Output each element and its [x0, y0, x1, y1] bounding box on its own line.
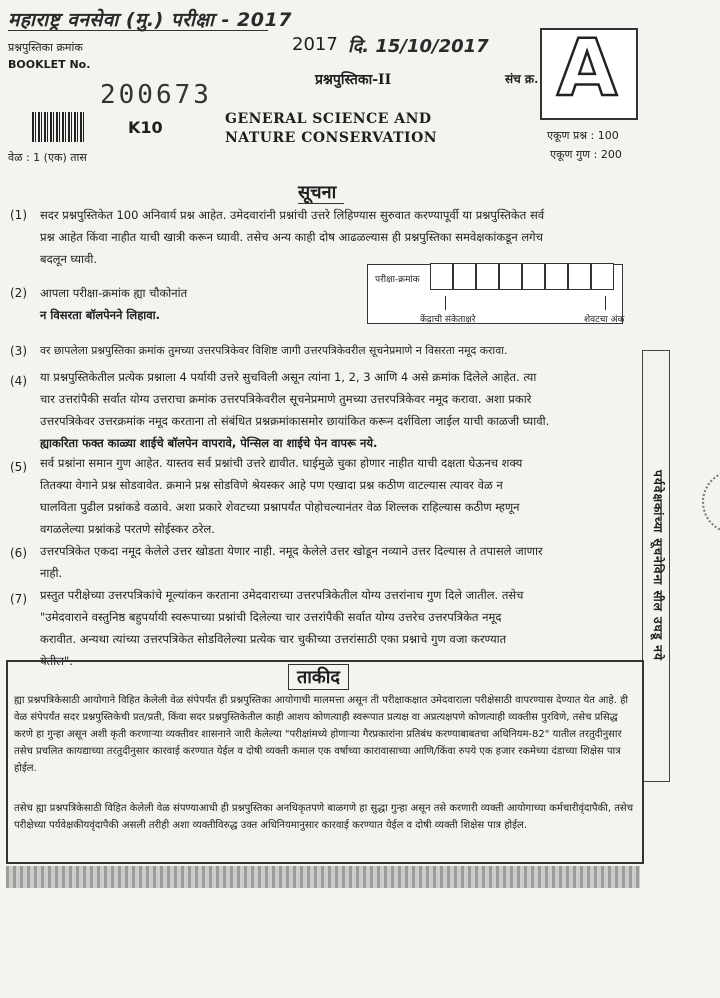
seat-number-cell[interactable]	[591, 263, 614, 290]
notice-item-number: (6)	[10, 546, 27, 560]
notice-line: नाही.	[40, 566, 63, 580]
notice-line: ह्याकरिता फक्त काळ्या शाईचे बॉलपेन वापरावे, पेन्सिल वा शाईचे पेन वापरू नये.	[40, 436, 378, 450]
seat-number-cell[interactable]	[545, 263, 568, 290]
exam-duration: वेळ : 1 (एक) तास	[8, 151, 87, 164]
perforation-strip	[6, 866, 640, 888]
warning-paragraph-2: तसेच ह्या प्रश्नपत्रिकेसाठी विहित केलेली वेळ संपण्याआधी ही प्रश्नपुस्तिका अनधिकृतपणे बाळगणे हा सुद्धा गुन्हा असून तसे करणारी व्यक्ती आयोगाच्या कर्मचारीवृंदापैकी, तसेच परीक्षेच्या पर्यवेक्षकीयवृंदापैकी असली तरीही अशा व्यक्तीविरुद्ध उक्त अधिनियमानुसार कारवाई करण्यात येईल व दोषी व्यक्ती शिक्षेस पात्र होईल.	[14, 803, 634, 831]
exam-year: 2017	[292, 34, 338, 55]
last-digit-pointer	[605, 296, 606, 310]
seat-number-cell[interactable]	[476, 263, 499, 290]
booklet-number: 200673	[100, 80, 212, 110]
notice-item-3	[40, 340, 636, 362]
seat-number-cell[interactable]	[568, 263, 591, 290]
notice-heading: सूचना	[298, 182, 337, 203]
notice-item-1	[40, 204, 636, 270]
subject-title-line-2: NATURE CONSERVATION	[225, 130, 438, 146]
notice-line: न विसरता बॉलपेनने लिहावा.	[40, 308, 161, 322]
center-code-label: केंद्राची संकेताक्षरे	[420, 315, 476, 325]
notice-line: सर्व प्रश्नांना समान गुण आहेत. यास्तव सर्व प्रश्नांची उत्तरे द्यावीत. घाईमुळे चुका होणार नाहीत याची दक्षता घेऊनच शक्य	[40, 456, 523, 470]
notice-line: सदर प्रश्नपुस्तिकेत 100 अनिवार्य प्रश्न आहेत. उमेदवारांनी प्रश्नांची उत्तरे लिहिण्यास सुरुवात करण्यापूर्वी या प्रश्नपुस्तिकेत सर्व	[40, 208, 545, 222]
notice-item-number: (5)	[10, 460, 27, 474]
notice-line: आपला परीक्षा-क्रमांक ह्या चौकोनांत	[40, 286, 188, 300]
booklet-number-label-english: BOOKLET No.	[8, 58, 91, 71]
notice-line: बदलून घ्यावी.	[40, 252, 98, 266]
header-underline	[8, 30, 268, 31]
notice-line: चार उत्तरांपैकी सर्वात योग्य उत्तराचा क्रमांक उत्तरपत्रिकेवरील सूचनेप्रमाणे तुमच्या उत्तरपत्रिकेवर नमूद करावा. अशा प्रकारे	[40, 392, 532, 406]
last-digit-label: शेवटचा अंक	[584, 315, 625, 325]
seat-number-cell[interactable]	[430, 263, 453, 290]
notice-line: या प्रश्नपुस्तिकेतील प्रत्येक प्रश्नाला 4 पर्यायी उत्तरे सुचविली असून त्यांना 1, 2, 3 आणि 4 असे क्रमांक दिलेले आहेत. त्या	[40, 370, 537, 384]
total-marks: एकूण गुण : 200	[550, 148, 622, 161]
notice-item-number: (7)	[10, 592, 27, 606]
subject-title-line-1: GENERAL SCIENCE AND	[225, 111, 432, 127]
seat-number-cell[interactable]	[499, 263, 522, 290]
notice-line: प्रश्न आहेत किंवा नाहीत याची खात्री करून घ्यावी. तसेच अन्य काही दोष आढळल्यास ही प्रश्नपुस्तिका समवेक्षकांकडून लगेच	[40, 230, 543, 244]
booklet-number-label-marathi: प्रश्नपुस्तिका क्रमांक	[8, 41, 83, 54]
notice-line: उत्तरपत्रिकेत एकदा नमूद केलेले उत्तर खोडता येणार नाही. नमूद केलेले उत्तर खोडून नव्याने उत्तर दिल्यास ते तपासले जाणार	[40, 544, 543, 558]
total-questions: एकूण प्रश्न : 100	[547, 129, 619, 142]
seal-strip-text: पर्यवेक्षकांच्या सूचनेविना सील उघडू नये	[651, 469, 665, 661]
notice-item-number: (4)	[10, 374, 27, 388]
notice-item-7	[40, 584, 636, 672]
warning-paragraph-1: ह्या प्रश्नपत्रिकेसाठी आयोगाने विहित केलेली वेळ संपेपर्यंत ही प्रश्नपुस्तिका आयोगाची मालमत्ता असून ती परीक्षाकक्षात उमेदवाराला परीक्षेसाठी वापरण्यास देण्यात येत आहे. ही वेळ संपेपर्यंत सदर प्रश्नपुस्तिकेची प्रत/प्रती, किंवा सदर प्रश्नपुस्तिकेतील काही आशय कोणत्याही स्वरूपात प्रत्यक्ष वा अप्रत्यक्षपणे कोणत्याही व्यक्तीस पुरविणे, तसेच प्रसिद्ध करणे हा गुन्हा असून अशी कृती करणाऱ्या व्यक्तीवर शासनाने जारी केलेल्या "परीक्षांमध्ये होणाऱ्या गैरप्रकारांना प्रतिबंध करण्याबाबतचा अधिनियम-82" यातील तरतुदीनुसार तसेच प्रचलित कायद्याच्या तरतुदीनुसार कारवाई करण्यात येईल व दोषी व्यक्ती कमाल एक वर्षाच्या कारावासाच्या आणि/किंवा रुपये एक हजार रकमेच्या दंडाच्या शिक्षेस पात्र होईल.	[14, 695, 628, 774]
warning-heading: ताकीद	[288, 664, 349, 690]
notice-item-5	[40, 452, 636, 540]
notice-item-number: (3)	[10, 344, 27, 358]
notice-item-number: (1)	[10, 208, 27, 222]
notice-line: उत्तरपत्रिकेवर उत्तरक्रमांक नमूद करताना तो संबंधित प्रश्नक्रमांकासमोर छायांकित करून दर्शविला जाईल याची काळजी घ्यावी.	[40, 414, 550, 428]
set-letter: A	[556, 24, 618, 114]
notice-line: वर छापलेला प्रश्नपुस्तिका क्रमांक तुमच्या उत्तरपत्रिकेवर विशिष्ट जागी उत्तरपत्रिकेवरील सूचनेप्रमाणे न विसरता नमूद करावा.	[40, 344, 508, 357]
set-number-label: संच क्र.	[505, 72, 539, 86]
seat-number-label: परीक्षा-क्रमांक	[375, 275, 420, 285]
barcode	[32, 112, 86, 142]
notice-line: येतील".	[40, 654, 73, 668]
notice-line: वगळलेल्या प्रश्नांकडे परतणे सोईस्कर ठरेल.	[40, 522, 215, 536]
booklet-code: K10	[128, 118, 163, 137]
seat-number-cell[interactable]	[522, 263, 545, 290]
booklet-title: प्रश्नपुस्तिका-II	[315, 72, 392, 88]
notice-line: घालविता पुढील प्रश्नांकडे वळावे. अशा प्रकारे शेवटच्या प्रश्नापर्यंत पोहोचल्यानंतर वेळ शिल्लक राहिल्यास कठीण म्हणून	[40, 500, 520, 514]
notice-line: "उमेदवाराने वस्तुनिष्ठ बहुपर्यायी स्वरूपाच्या प्रश्नांची दिलेल्या चार उत्तरांपैकी सर्वात योग्य उत्तरेच उत्तरपत्रिकेत नमूद	[40, 610, 502, 624]
notice-item-6	[40, 540, 636, 584]
subject-title	[225, 110, 437, 148]
notice-item-number: (2)	[10, 286, 27, 300]
center-code-pointer	[445, 296, 446, 310]
handwritten-exam-title: महाराष्ट्र वनसेवा (मु.) परीक्षा - 2017	[8, 9, 292, 31]
notice-line: तितक्या वेगाने प्रश्न सोडवावेत. क्रमाने प्रश्न सोडविणे श्रेयस्कर आहे पण एखादा प्रश्न कठीण वाटल्यास त्यावर वेळ न	[40, 478, 503, 492]
seat-number-cell[interactable]	[453, 263, 476, 290]
notice-item-2	[40, 282, 340, 326]
notice-line: करावीत. अन्यथा त्यांच्या उत्तरपत्रिकेत सोडविलेल्या प्रत्येक चार चुकीच्या उत्तरांसाठी एका प्रश्नाचे गुण वजा करण्यात	[40, 632, 507, 646]
notice-line: प्रस्तुत परीक्षेच्या उत्तरपत्रिकांचे मूल्यांकन करताना उमेदवाराच्या उत्तरपत्रिकेतील योग्य उत्तरांनाच गुण दिले जातील. तसेच	[40, 588, 524, 602]
round-stamp	[702, 470, 720, 534]
notice-item-4	[40, 366, 636, 454]
handwritten-date: दि. 15/10/2017	[348, 36, 489, 57]
